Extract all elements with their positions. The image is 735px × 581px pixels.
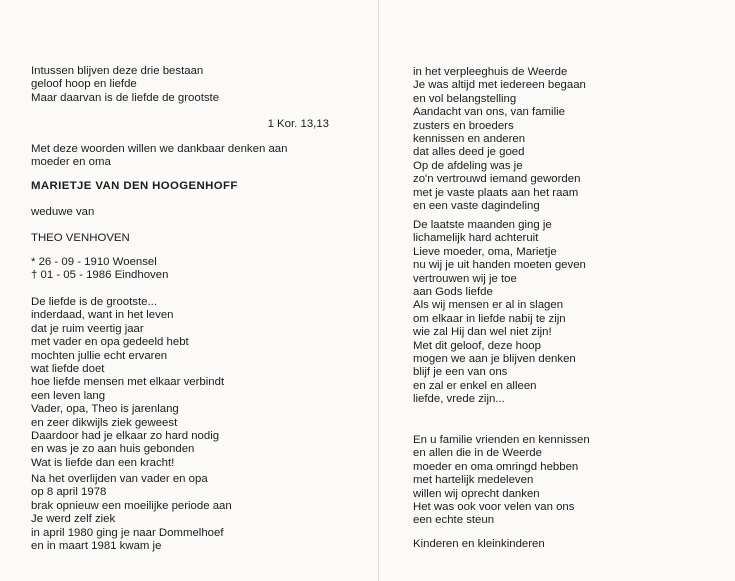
death-date: † 01 - 05 - 1986 Eindhoven (31, 269, 169, 282)
verse-2 (31, 473, 232, 553)
verse-line: blijf je een van ons (413, 366, 508, 379)
verse-3 (413, 66, 586, 213)
spouse-name: THEO VENHOVEN (31, 232, 130, 244)
verse-line: inderdaad, want in het leven (31, 309, 174, 322)
verse-line: lichamelijk hard achteruit (413, 232, 539, 245)
verse-line: zo'n vertrouwd iemand geworden (413, 173, 581, 186)
verse-line: zusters en broeders (413, 119, 514, 132)
verse-line: en in maart 1981 kwam je (31, 539, 162, 552)
verse-line: hoe liefde mensen met elkaar verbindt (31, 376, 225, 389)
verse-line: Als wij mensen er al in slagen (413, 299, 564, 312)
verse-line: en een vaste dagindeling (413, 199, 540, 212)
verse-line: wat liefde doet (31, 362, 105, 375)
verse-line: een leven lang (31, 389, 106, 402)
thanks (413, 434, 590, 528)
verse-line: liefde, vrede zijn... (413, 393, 505, 406)
verse-line: met vader en opa gedeeld hebt (31, 336, 189, 349)
motto (31, 65, 219, 105)
verse-line: kennissen en anderen (413, 132, 526, 145)
verse-line: vertrouwen wij je toe (413, 272, 517, 285)
verse-line: brak opnieuw een moeilijke periode aan (31, 499, 232, 512)
verse-line: Aandacht van ons, van familie (413, 106, 565, 119)
verse-line: aan Gods liefde (413, 285, 493, 298)
verse-line: Met dit geloof, deze hoop (413, 339, 541, 352)
verse-line: Wat is liefde dan een kracht! (31, 456, 175, 469)
verse-line: Lieve moeder, oma, Marietje (413, 245, 557, 258)
motto-line: geloof hoop en liefde (31, 78, 137, 91)
verse-line: Je werd zelf ziek (31, 513, 116, 526)
verse-line: dat alles deed je goed (413, 146, 525, 159)
verse-line: om elkaar in liefde nabij te zijn (413, 312, 566, 325)
verse-line: met je vaste plaats aan het raam (413, 186, 579, 199)
thanks-line: willen wij oprecht danken (413, 487, 540, 500)
verse-line: De laatste maanden ging je (413, 219, 552, 231)
verse-line: en was je zo aan huis gebonden (31, 443, 195, 456)
verse-line: Je was altijd met iedereen begaan (413, 79, 586, 92)
verse-line: op 8 april 1978 (31, 486, 107, 499)
verse-line: mogen we aan je blijven denken (413, 352, 576, 365)
deceased-name: MARIETJE VAN DEN HOOGENHOFF (31, 180, 238, 192)
motto-line: Maar daarvan is de liefde de grootste (31, 91, 220, 104)
verse-line: in april 1980 ging je naar Dommelhoef (31, 526, 224, 539)
life-dates (31, 256, 168, 283)
verse-line: Na het overlijden van vader en opa (31, 473, 208, 485)
verse-line: wie zal Hij dan wel niet zijn! (413, 326, 552, 339)
fold-line (378, 0, 379, 581)
verse-1 (31, 296, 224, 470)
verse-4 (413, 219, 586, 406)
verse-line: en zal er enkel en alleen (413, 379, 537, 392)
signature: Kinderen en kleinkinderen (413, 538, 545, 550)
thanks-line: moeder en oma omringd hebben (413, 460, 579, 473)
motto-line: Intussen blijven deze drie bestaan (31, 65, 204, 77)
verse-line: Daardoor had je elkaar zo hard nodig (31, 429, 220, 442)
bible-reference: 1 Kor. 13,13 (267, 118, 329, 130)
birth-date: * 26 - 09 - 1910 Woensel (31, 256, 157, 268)
verse-line: mochten jullie echt ervaren (31, 349, 168, 362)
verse-line: Op de afdeling was je (413, 159, 523, 172)
thanks-line: en allen die in de Weerde (413, 447, 542, 460)
verse-line: Vader, opa, Theo is jarenlang (31, 403, 179, 416)
thanks-line: een echte steun (413, 514, 495, 527)
verse-line: dat je ruim veertig jaar (31, 322, 144, 335)
intro-line: Met deze woorden willen we dankbaar denken aan (31, 143, 288, 155)
verse-line: en zeer dikwijls ziek geweest (31, 416, 178, 429)
thanks-line: met hartelijk medeleven (413, 474, 534, 487)
intro (31, 143, 287, 170)
widow-label: weduwe van (31, 206, 95, 218)
verse-line: nu wij je uit handen moeten geven (413, 259, 586, 272)
verse-line: De liefde is de grootste... (31, 296, 157, 308)
thanks-line: En u familie vrienden en kennissen (413, 434, 590, 446)
verse-line: en vol belangstelling (413, 92, 517, 105)
thanks-line: Het was ook voor velen van ons (413, 500, 575, 513)
intro-line: moeder en oma (31, 156, 111, 169)
verse-line: in het verpleeghuis de Weerde (413, 66, 568, 78)
